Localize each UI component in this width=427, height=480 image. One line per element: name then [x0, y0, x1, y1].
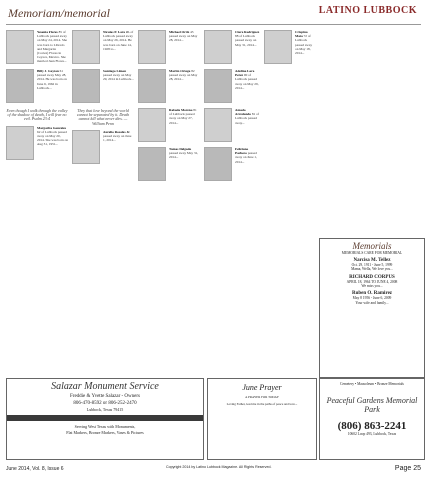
magazine-logo: LATINO LUBBOCK — [318, 5, 417, 16]
memorial-card — [322, 291, 422, 305]
portrait-photo — [6, 69, 34, 103]
memorial-quote: They that love beyond the world cannot be separated by it. Death cannot kill what never dies. — William Penn — [76, 108, 130, 126]
obituary-text: of Lubbock passed away on May 31, 2014... — [235, 34, 257, 47]
portrait-photo — [138, 108, 166, 142]
memorial-text: We miss you... — [361, 284, 383, 289]
obituary-name: Margarita Gonzales — [37, 125, 67, 130]
obituary-name: Billy J. Gaytan — [37, 69, 59, 73]
obituary-text: of Lubbock passed away on May 24, 2014. She was born to Librado and Margarita (Cortez) Flores in Ceyaca, Mexico. She married Juan Flores... — [37, 30, 67, 64]
june-prayer-heading: A PRAYER FOR TODAY — [245, 395, 279, 399]
peaceful-phone: (806) 863-2241 — [337, 420, 407, 432]
memorials-subtitle: MEMORIALS CARE FOR MEMORIAL — [341, 251, 403, 255]
obituary-entry — [204, 147, 260, 183]
memorial-name: RICHARD CORPUS — [349, 274, 395, 280]
memorial-name: Ruben O. Ramirez — [351, 291, 393, 297]
portrait-photo — [204, 108, 232, 142]
memorial-text: Your wife and family... — [355, 300, 389, 305]
obituary-age: 90 — [243, 73, 248, 78]
obituary-text: of Lubbock passed away on May 29, 2014... — [235, 73, 259, 90]
memorial-dates: May 8 1956 - June 6, 2009 — [352, 296, 392, 301]
obituary-entry — [204, 30, 260, 66]
obituary-entry — [6, 126, 68, 162]
obituary-text: passed away on June 1, 2014... — [235, 151, 257, 164]
memorial-dates: Oct. 29, 1911 - June 5, 1999 — [351, 263, 393, 268]
memorial-quote: Even though I walk through the valley of the shadow of death, I will fear no evil. Psalm 23:4 — [6, 108, 68, 122]
obituary-age: 62 — [37, 129, 41, 134]
obituary-text: passed away on May 28, 2014... — [169, 73, 198, 82]
obituary-text: of Lubbock passed away... — [235, 112, 259, 125]
june-prayer-title: June Prayer — [242, 383, 282, 392]
obituary-age: 61 — [59, 69, 64, 73]
portrait-photo — [138, 147, 166, 181]
obituary-text: passed away May 28, 2014. He was born on June 6, 1962 in Lubbock... — [37, 73, 67, 90]
obituary-entry — [204, 108, 260, 144]
portrait-photo — [72, 69, 100, 103]
portrait-photo — [204, 30, 232, 64]
obituary-age: 81 — [193, 108, 197, 112]
copyright: Copyright 2014 by Latino Lubbock Magazine. All Rights Reserved. — [166, 465, 272, 469]
june-prayer — [207, 378, 317, 460]
peaceful-address: 10602 Loop 493, Lubbock, Texas — [347, 432, 397, 436]
page-number: Page 25 — [394, 465, 421, 472]
salazar-serving: Serving West Texas with Monuments, — [74, 424, 136, 429]
obituary-entry — [138, 69, 200, 105]
obituary-entry — [138, 147, 200, 183]
memorial-text: Mama, Wella, We love you... — [351, 267, 393, 272]
obituary-entry — [138, 30, 200, 66]
page-title: Memoriam/memorial — [8, 6, 110, 20]
obituary-name: Yesenia Flores — [37, 30, 58, 34]
obituary-age: 85 — [58, 30, 62, 34]
obituary-entry — [6, 30, 68, 66]
memorial-card — [322, 258, 422, 272]
salazar-title: Salazar Monument Service — [51, 381, 159, 392]
portrait-photo — [204, 147, 232, 181]
obituary-entry — [138, 108, 200, 144]
obituary-text: passed away on May 28, 2014... — [169, 34, 198, 43]
obituary-name: Adelina Lara Perez — [235, 69, 255, 78]
salazar-address: Lubbock, Texas 79415 — [86, 407, 124, 412]
obituary-entry — [72, 130, 134, 166]
obituary-entry — [72, 69, 134, 105]
portrait-photo — [138, 30, 166, 64]
memorial-card — [322, 275, 422, 289]
peaceful-title: Peaceful Gardens Memorial Park — [326, 396, 418, 414]
obituary-name: Tomas Delgado — [169, 147, 192, 151]
portrait-photo — [6, 126, 34, 160]
memorials-title: Memorials — [352, 241, 392, 251]
page-footer — [6, 463, 421, 475]
portrait-photo — [6, 30, 34, 64]
salazar-owners: Freddie & Yvette Salazar - Owners — [70, 394, 140, 399]
page-header — [6, 4, 421, 25]
peaceful-tag: Cemetery • Mausoleum • Bronze Memorials — [340, 382, 404, 386]
obituary-name: Nicolas P. Lara Jr. — [103, 30, 130, 34]
obituary-text: of Lubbock passed away on May 26, 2014. He was born on June 14, 1928 to... — [103, 30, 134, 51]
obituary-entry — [264, 30, 316, 66]
obituary-age: 88 — [235, 34, 239, 39]
column-4 — [204, 30, 260, 186]
obituary-text: passed away May 31, 2014... — [169, 151, 199, 160]
portrait-photo — [264, 30, 292, 64]
obituary-text: of Lubbock passed away on May 18, 2014... — [295, 34, 313, 56]
salazar-phones: 806-470-8592 or 806-252-2470 — [73, 401, 137, 406]
obituary-name: Amado Arredondo — [235, 108, 251, 117]
obituary-name: Michael Ortiz — [169, 30, 190, 34]
obituary-text: passed away on May 29, 2014 in Lubbock... — [103, 73, 134, 82]
portrait-photo — [72, 130, 100, 164]
obituary-age: 82 — [191, 69, 195, 73]
memorial-dates: APRIL 18, 1964 TO JUNE 4, 2008 — [346, 279, 398, 284]
obituary-name: Aurelio Rosales Jr. — [103, 129, 131, 134]
column-2 — [72, 30, 134, 169]
obituary-text: passed away on June 1, 2014... — [103, 134, 132, 143]
obituary-text: of Lubbock passed away on May 27, 2014... — [169, 112, 195, 125]
obituary-entry — [6, 69, 68, 105]
obituary-name: Crispina Mata — [295, 30, 308, 39]
obituary-age: 43 — [190, 30, 194, 34]
column-5 — [264, 30, 316, 69]
salazar-services: Flat Markers, Bronze Markers, Vases & Pictures — [66, 430, 144, 435]
salazar-divider — [7, 415, 203, 421]
obituary-entry — [204, 69, 260, 105]
column-1 — [6, 30, 68, 165]
memorials-section — [319, 238, 425, 378]
salazar-ad — [6, 378, 204, 460]
obituary-name: Clara Rodriguez — [235, 30, 260, 34]
portrait-photo — [72, 30, 100, 64]
obituary-age: 72 — [303, 34, 307, 39]
obituary-entry — [72, 30, 134, 66]
obituary-name: Santiago Limon — [103, 69, 127, 73]
obituary-text: of Lubbock passed away on May 20, 2014. She was born on Aug 31, 1951... — [37, 129, 68, 147]
column-3 — [138, 30, 200, 186]
obituary-name: Martin Ortega — [169, 69, 191, 73]
obituary-name: Feliciano Pacheco — [235, 147, 249, 156]
portrait-photo — [204, 69, 232, 103]
portrait-photo — [138, 69, 166, 103]
june-prayer-text: Loving Father, lead me in the paths of peace and love... — [226, 402, 298, 406]
peaceful-gardens-ad — [319, 378, 425, 460]
memorial-name: Narcisa M. Tellez — [353, 258, 391, 263]
obituary-name: Rafaela Moreno — [169, 108, 193, 112]
issue-info: June 2014, Vol. 8, Issue 6 — [6, 466, 64, 472]
obituary-age: 81 — [251, 112, 256, 117]
